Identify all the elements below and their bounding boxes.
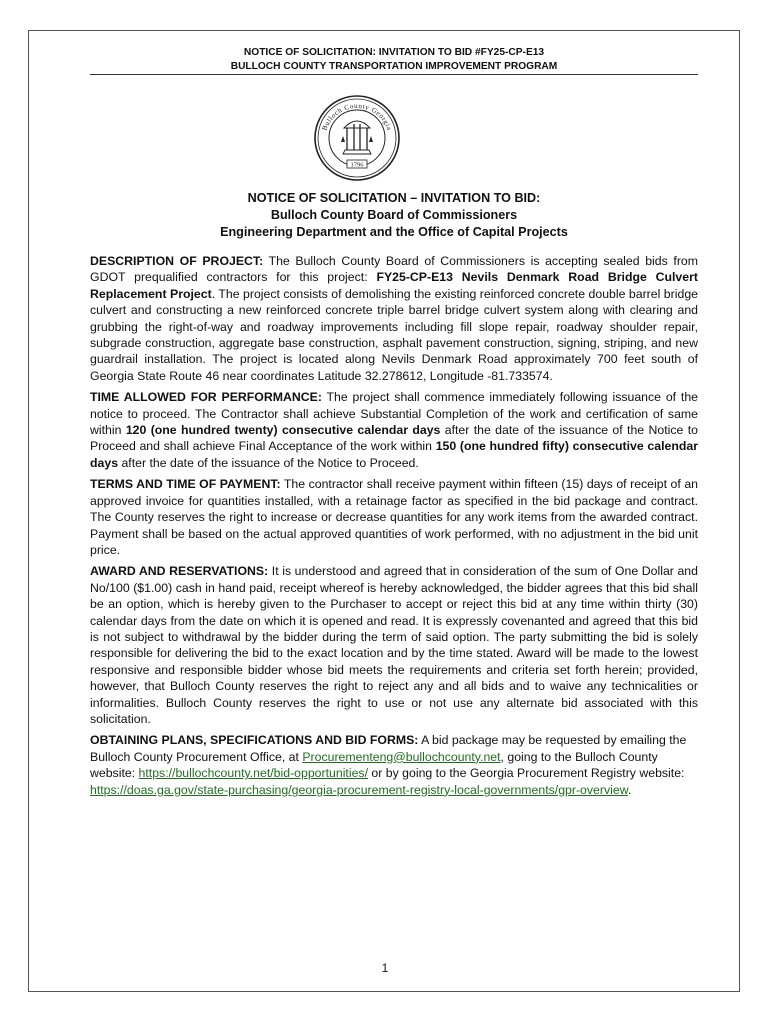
header-line-1: NOTICE OF SOLICITATION: INVITATION TO BID #FY25-CP-E13 xyxy=(243,47,545,58)
section-heading: TERMS AND TIME OF PAYMENT: xyxy=(90,477,281,492)
county-seal-icon xyxy=(313,94,401,182)
section-heading: TIME ALLOWED FOR PERFORMANCE: xyxy=(90,390,322,405)
header-line-2: BULLOCH COUNTY TRANSPORTATION IMPROVEMENT PROGRAM xyxy=(230,60,558,72)
title-line-1: NOTICE OF SOLICITATION – INVITATION TO BID: xyxy=(247,191,541,205)
section-heading: AWARD AND RESERVATIONS: xyxy=(90,564,269,579)
section-award: AWARD AND RESERVATIONS: It is understood and agreed that in consideration of the sum of One Dollar and No/100 ($1.00) cash in hand paid, receipt whereof is hereby acknowledged, the bidder agrees that this bid shall be an option, which is hereby given to the Purchaser to accept or reject this bid at any time within thirty (30) calendar days from the date on which it is opened and read. It is expressly covenanted and agreed that this bid is not subject to withdrawal by the bidder during the term of said option. The party submitting the bid is solely responsible for delivering the bid to the exact location and by the time stated. Award will be made to the lowest responsive and responsible bidder whose bid meets the requirements and criteria set forth herein; provided, however, that Bulloch County reserves the right to reject any and all bids and to waive any technicalities or informalities. Bulloch County reserves the right to use or not use any alternate bid associated with this solicitation. xyxy=(90,564,698,726)
section-payment: TERMS AND TIME OF PAYMENT: The contractor shall receive payment within fifteen (15) days of receipt of an approved invoice for quantities installed, with a retainage factor as specified in the bid package and contract. The County reserves the right to increase or decrease quantities for any work items from the awarded contract. Payment shall be based on the actual approved quantities of work performed, with no adjustment in the bid unit price. xyxy=(90,477,698,557)
section-plans: OBTAINING PLANS, SPECIFICATIONS AND BID FORMS: A bid package may be requested by emailing the Bulloch County Procurement Office, at Procurementeng@bullochcounty.net, going to the Bulloch County website: https://bullochcounty.net/bid-opportunities/ or by going to the Georgia Procurement Registry website: https://doas.ga.gov/state-purchasing/georgia-procurement-registry-local-governments/gpr-overview. xyxy=(90,733,687,797)
title-line-2: Bulloch County Board of Commissioners xyxy=(270,208,518,222)
county-bid-opportunities-link[interactable]: https://bullochcounty.net/bid-opportunities/ xyxy=(138,766,368,781)
procurement-email-link[interactable]: Procurementeng@bullochcounty.net xyxy=(302,749,501,764)
seal-text: Bulloch County Georgia xyxy=(320,101,394,132)
section-heading: OBTAINING PLANS, SPECIFICATIONS AND BID FORMS: xyxy=(90,733,419,748)
title-line-3: Engineering Department and the Office of Capital Projects xyxy=(220,225,568,239)
section-description: DESCRIPTION OF PROJECT: The Bulloch County Board of Commissioners is accepting sealed bids from GDOT prequalified contractors for this project: FY25-CP-E13 Nevils Denmark Road Bridge Culvert Replacement Project. The project consists of demolishing the existing reinforced concrete double barrel bridge culvert and constructing a new reinforced concrete triple barrel bridge culvert system along with clearing and grubbing the right-of-way and roadway improvements including fill slope repair, roadway shoulder repair, subgrade construction, aggregate base construction, asphalt pavement construction, signing, striping, and new guardrail installation. The project is located along Nevils Denmark Road approximately 700 feet south of Georgia State Route 46 near coordinates Latitude 32.278612, Longitude -81.733574. xyxy=(90,254,698,383)
page-number: 1 xyxy=(381,961,389,975)
seal-year: 1796 xyxy=(350,161,364,169)
section-time: TIME ALLOWED FOR PERFORMANCE: The project shall commence immediately following issuance of the notice to proceed. The Contractor shall achieve Substantial Completion of the work and certification of same within 120 (one hundred twenty) consecutive calendar days after the date of the issuance of the Notice to Proceed and shall achieve Final Acceptance of the work within 150 (one hundred fifty) consecutive calendar days after the date of the issuance of the Notice to Proceed. xyxy=(90,390,699,470)
document-header xyxy=(90,46,698,73)
notice-title xyxy=(90,190,698,241)
header-divider xyxy=(90,74,698,75)
georgia-procurement-registry-link[interactable]: https://doas.ga.gov/state-purchasing/georgia-procurement-registry-local-governments/gpr-overview xyxy=(90,782,628,797)
section-heading: DESCRIPTION OF PROJECT: xyxy=(90,254,264,268)
notice-body xyxy=(90,253,698,803)
